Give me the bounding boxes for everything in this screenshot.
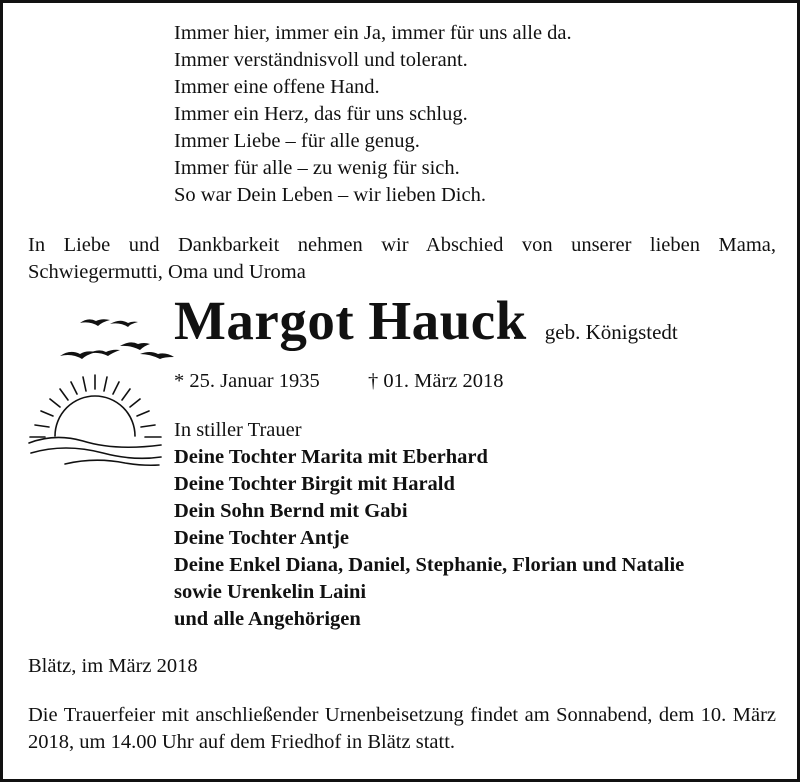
- mourner-line: Deine Tochter Birgit mit Harald: [174, 473, 455, 495]
- deceased-name-row: [174, 288, 678, 354]
- maiden-name: geb. Königstedt: [544, 320, 678, 344]
- poem-line: So war Dein Leben – wir lieben Dich.: [174, 184, 486, 206]
- mourner-line: Deine Enkel Diana, Daniel, Stephanie, Florian und Natalie: [174, 554, 685, 576]
- poem-line: Immer für alle – zu wenig für sich.: [174, 157, 460, 179]
- mourners-lead: In stiller Trauer: [174, 419, 302, 441]
- sunset-over-hills-icon: [25, 373, 165, 468]
- poem: [174, 20, 572, 209]
- funeral-service-notice: Die Trauerfeier mit anschließender Urnenbeisetzung findet am Sonnabend, dem 10. März 2018, um 14.00 Uhr auf dem Friedhof in Blätz statt.: [28, 704, 776, 753]
- poem-line: Immer verständnisvoll und tolerant.: [174, 49, 468, 71]
- death-date: † 01. März 2018: [368, 370, 504, 392]
- poem-line: Immer Liebe – für alle genug.: [174, 130, 420, 152]
- flying-birds-icon: [58, 312, 178, 364]
- life-dates: [174, 368, 504, 395]
- poem-line: Immer eine offene Hand.: [174, 76, 380, 98]
- mourner-line: sowie Urenkelin Laini: [174, 581, 367, 603]
- mourner-line: Deine Tochter Antje: [174, 527, 350, 549]
- mourners-list: [174, 417, 684, 633]
- birth-date: * 25. Januar 1935: [174, 370, 320, 392]
- poem-line: Immer ein Herz, das für uns schlug.: [174, 103, 468, 125]
- mourner-line: Deine Tochter Marita mit Eberhard: [174, 446, 488, 468]
- intro-text: In Liebe und Dankbarkeit nehmen wir Abschied von unserer lieben Mama, Schwiegermutti, Oma und Uroma: [28, 234, 776, 283]
- mourner-line: Dein Sohn Bernd mit Gabi: [174, 500, 408, 522]
- mourner-line: und alle Angehörigen: [174, 608, 361, 630]
- poem-line: Immer hier, immer ein Ja, immer für uns alle da.: [174, 22, 572, 44]
- deceased-name: Margot Hauck: [174, 290, 527, 351]
- place-date: Blätz, im März 2018: [28, 655, 198, 677]
